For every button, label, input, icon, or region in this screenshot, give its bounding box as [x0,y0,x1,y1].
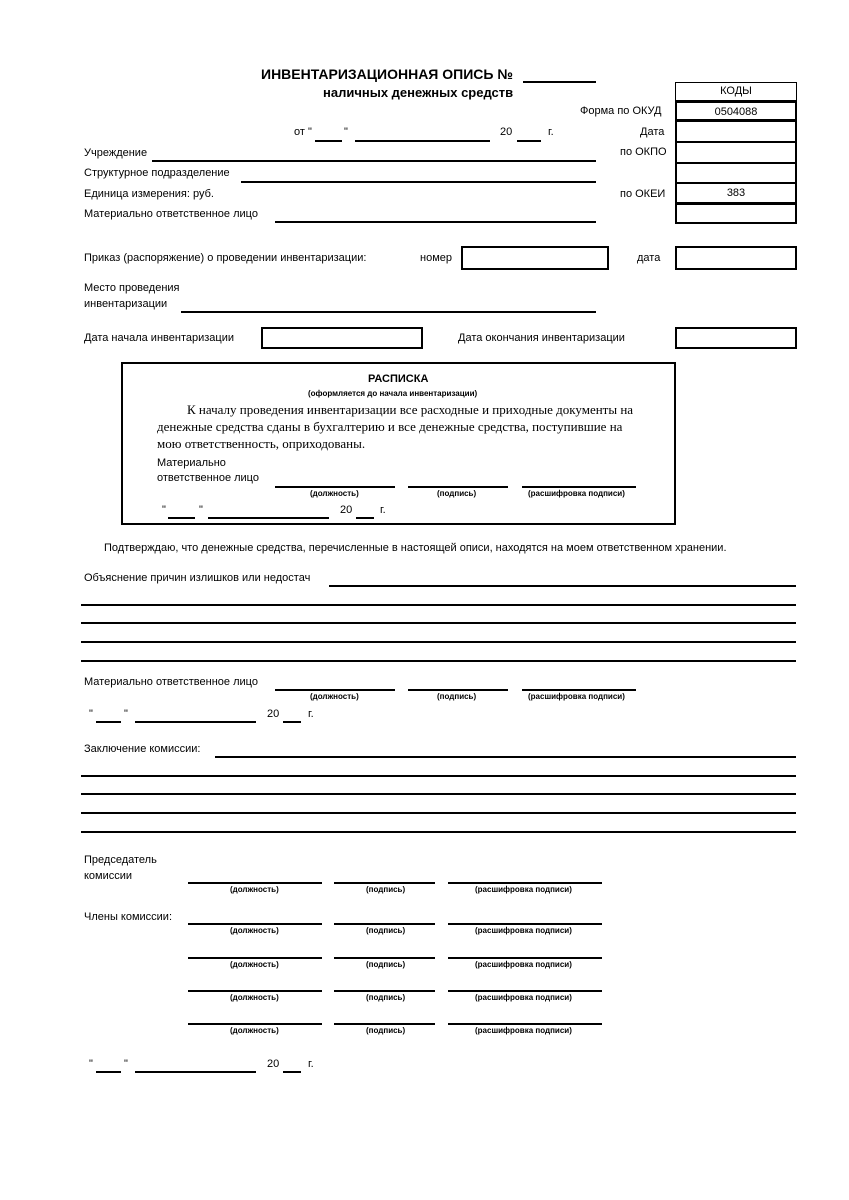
responsible-position-line[interactable] [275,689,395,691]
member-4-signature-caption: (подпись) [366,1026,406,1035]
receipt-position-line[interactable] [275,486,395,488]
member-2-signature-caption: (подпись) [366,960,406,969]
institution-line[interactable] [152,160,596,162]
place-line[interactable] [181,311,596,313]
receipt-decoding-caption: (расшифровка подписи) [528,489,625,498]
date-code-label: Дата [640,126,665,138]
unit-label: Единица измерения: руб. [84,188,214,200]
date-from-label: от " [294,126,312,138]
conclusion-line-5[interactable] [81,831,796,833]
member-1-position-caption: (должность) [230,926,279,935]
date-year-prefix: 20 [500,126,513,138]
receipt-date-day-line[interactable] [168,517,195,519]
date-year-line[interactable] [517,140,541,142]
receipt-person-line1: Материально [157,457,226,469]
receipt-signature-line[interactable] [408,486,508,488]
explanation-line-2[interactable] [81,604,796,606]
responsible-line[interactable] [275,221,596,223]
chairman-signature-line[interactable] [334,882,435,884]
place-label-line2: инвентаризации [84,298,168,310]
okud-value: 0504088 [675,101,797,121]
date-year-suffix: г. [548,126,554,138]
chairman-position-caption: (должность) [230,885,279,894]
member-4-position-line[interactable] [188,1023,322,1025]
responsible-date-quote-open: " [89,708,93,720]
final-year-suffix: г. [308,1058,314,1070]
conclusion-line-2[interactable] [81,775,796,777]
start-date-label: Дата начала инвентаризации [84,332,234,344]
place-label-line1: Место проведения [84,282,180,294]
responsible-date-day-line[interactable] [96,721,121,723]
order-number-box[interactable] [461,246,609,270]
explanation-line-5[interactable] [81,660,796,662]
order-number-label: номер [420,252,452,264]
receipt-person-line2: ответственное лицо [157,472,259,484]
receipt-title: РАСПИСКА [368,373,429,385]
institution-label: Учреждение [84,147,148,159]
date-month-line[interactable] [355,140,490,142]
final-year-line[interactable] [283,1071,301,1073]
end-date-box[interactable] [675,327,797,349]
form-subtitle: наличных денежных средств [323,85,514,100]
chairman-decoding-line[interactable] [448,882,602,884]
member-1-decoding-line[interactable] [448,923,602,925]
member-1-position-line[interactable] [188,923,322,925]
responsible-decoding-line[interactable] [522,689,636,691]
receipt-year-prefix: 20 [340,504,353,516]
form-title: ИНВЕНТАРИЗАЦИОННАЯ ОПИСЬ № [261,66,513,82]
division-line[interactable] [241,181,596,183]
okei-label: по ОКЕИ [620,188,666,200]
receipt-position-caption: (должность) [310,489,359,498]
responsible-sign-label: Материально ответственное лицо [84,676,258,688]
responsible-year-prefix: 20 [267,708,280,720]
final-date-quote-close: " [124,1058,128,1070]
conclusion-line-4[interactable] [81,812,796,814]
responsible-label: Материально ответственное лицо [84,208,258,220]
start-date-box[interactable] [261,327,423,349]
chairman-label-line2: комиссии [84,870,133,882]
order-label: Приказ (распоряжение) о проведении инвентаризации: [84,252,367,264]
receipt-date-month-line[interactable] [208,517,329,519]
form-number-line[interactable] [523,81,596,83]
member-1-signature-line[interactable] [334,923,435,925]
responsible-code-cell[interactable] [675,203,797,224]
chairman-position-line[interactable] [188,882,322,884]
explanation-line-4[interactable] [81,641,796,643]
member-3-signature-line[interactable] [334,990,435,992]
date-quote: " [344,126,348,138]
member-3-position-line[interactable] [188,990,322,992]
final-date-month-line[interactable] [135,1071,256,1073]
member-3-position-caption: (должность) [230,993,279,1002]
responsible-decoding-caption: (расшифровка подписи) [528,692,625,701]
receipt-date-quote-close: " [199,504,203,516]
member-2-position-caption: (должность) [230,960,279,969]
member-3-signature-caption: (подпись) [366,993,406,1002]
member-4-decoding-caption: (расшифровка подписи) [475,1026,572,1035]
order-date-box[interactable] [675,246,797,270]
receipt-date-quote-open: " [162,504,166,516]
codes-header: КОДЫ [675,82,797,101]
member-4-decoding-line[interactable] [448,1023,602,1025]
receipt-decoding-line[interactable] [522,486,636,488]
receipt-text-line3: мою ответственность, оприходованы. [157,436,366,451]
responsible-year-line[interactable] [283,721,301,723]
chairman-decoding-caption: (расшифровка подписи) [475,885,572,894]
member-2-decoding-line[interactable] [448,957,602,959]
okud-label: Форма по ОКУД [580,105,662,117]
member-2-position-line[interactable] [188,957,322,959]
chairman-label-line1: Председатель [84,854,157,866]
conclusion-line-3[interactable] [81,793,796,795]
final-date-quote-open: " [89,1058,93,1070]
member-4-position-caption: (должность) [230,1026,279,1035]
date-day-line[interactable] [315,140,342,142]
responsible-signature-line[interactable] [408,689,508,691]
member-1-signature-caption: (подпись) [366,926,406,935]
explanation-label: Объяснение причин излишков или недостач [84,572,311,584]
final-date-day-line[interactable] [96,1071,121,1073]
blank-code-cell[interactable] [675,163,797,183]
member-4-signature-line[interactable] [334,1023,435,1025]
end-date-label: Дата окончания инвентаризации [458,332,625,344]
confirm-text: Подтверждаю, что денежные средства, перечисленные в настоящей описи, находятся на моем ответственном хранении. [104,542,727,554]
date-code-cell[interactable] [675,121,797,142]
conclusion-label: Заключение комиссии: [84,743,201,755]
final-year-prefix: 20 [267,1058,280,1070]
member-2-signature-line[interactable] [334,957,435,959]
receipt-year-line[interactable] [356,517,374,519]
receipt-year-suffix: г. [380,504,386,516]
member-2-decoding-caption: (расшифровка подписи) [475,960,572,969]
responsible-date-month-line[interactable] [135,721,256,723]
responsible-signature-caption: (подпись) [437,692,477,701]
explanation-line-3[interactable] [81,622,796,624]
division-label: Структурное подразделение [84,167,230,179]
member-3-decoding-line[interactable] [448,990,602,992]
explanation-line-1[interactable] [329,585,796,587]
receipt-signature-caption: (подпись) [437,489,477,498]
receipt-note: (оформляется до начала инвентаризации) [308,389,478,398]
okpo-label: по ОКПО [620,146,667,158]
receipt-text-line1: К началу проведения инвентаризации все расходные и приходные документы на [187,402,634,417]
member-3-decoding-caption: (расшифровка подписи) [475,993,572,1002]
conclusion-line-1[interactable] [215,756,796,758]
order-date-label: дата [637,252,661,264]
okei-value: 383 [675,183,797,203]
responsible-position-caption: (должность) [310,692,359,701]
member-1-decoding-caption: (расшифровка подписи) [475,926,572,935]
okpo-cell[interactable] [675,142,797,163]
responsible-year-suffix: г. [308,708,314,720]
responsible-date-quote-close: " [124,708,128,720]
receipt-text-line2: денежные средства сданы в бухгалтерию и все денежные средства, поступившие на [157,419,623,434]
members-label: Члены комиссии: [84,911,173,923]
chairman-signature-caption: (подпись) [366,885,406,894]
